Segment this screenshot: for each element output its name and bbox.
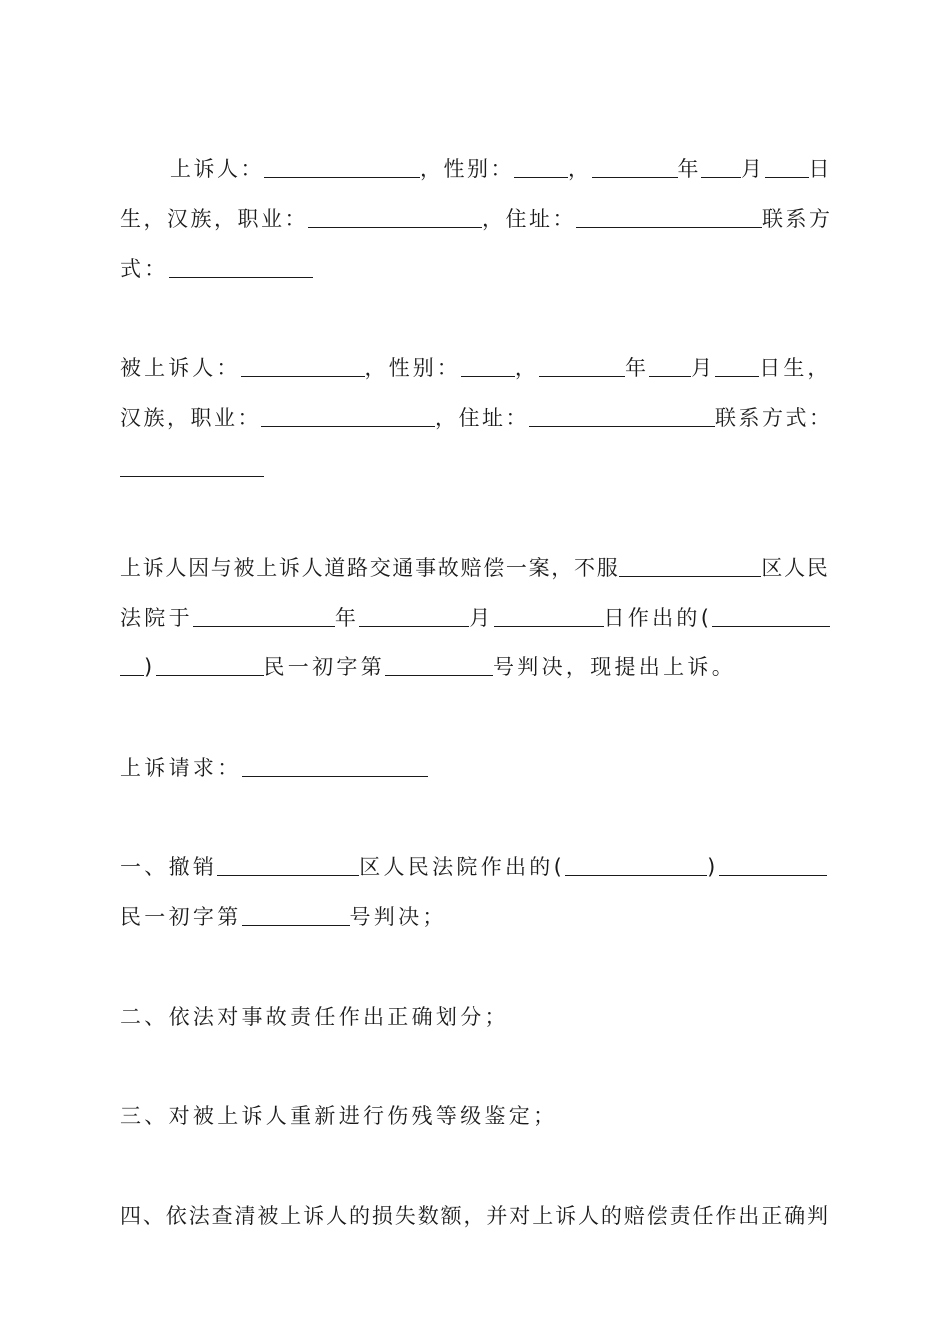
request-item1-year-blank[interactable]: [565, 853, 707, 876]
request-item1-line-1: [120, 850, 832, 884]
appellee-name-blank[interactable]: [241, 354, 365, 377]
appellant-born-text: 生，汉族，职业：: [120, 207, 308, 231]
case-day-label: 日作出的(: [603, 606, 713, 630]
appellant-day-blank[interactable]: [765, 155, 809, 178]
appellant-gender-blank[interactable]: [514, 155, 568, 178]
appellee-line-3: [120, 451, 832, 485]
appellee-year-label: 年: [625, 356, 650, 380]
appellee-label: 被上诉人：: [120, 356, 241, 380]
appellee-contact-blank[interactable]: [120, 454, 264, 477]
appellant-line-3: [120, 252, 832, 286]
request-item1-number-blank[interactable]: [242, 903, 350, 926]
case-court-label: 区人民: [761, 556, 830, 580]
appellee-occupation-blank[interactable]: [261, 404, 435, 427]
request-item1-case-type: 民一初字第: [120, 905, 242, 929]
case-number-year-blank-b[interactable]: [120, 653, 144, 676]
appellant-contact-blank[interactable]: [169, 255, 313, 278]
appellant-contact-end: 式：: [120, 257, 169, 281]
request-item4: [120, 1199, 832, 1233]
appellee-month-label: 月: [691, 356, 716, 380]
case-type-label: 民一初字第: [263, 655, 385, 679]
case-court-code-blank[interactable]: [156, 653, 264, 676]
case-court-blank[interactable]: [619, 554, 761, 577]
appellant-month-blank[interactable]: [701, 155, 741, 178]
appellee-address-label: ，住址：: [435, 406, 529, 430]
request-item3: [120, 1099, 832, 1133]
request-item1-close-paren: ): [707, 855, 719, 879]
request-item1-court-label: 区人民法院作出的(: [359, 855, 566, 879]
appellant-address-blank[interactable]: [576, 205, 762, 228]
request-item4-text: 四、依法查清被上诉人的损失数额，并对上诉人的赔偿责任作出正确判: [120, 1204, 830, 1228]
appellant-month-label: 月: [741, 157, 765, 181]
request-item1-end: 号判决；: [349, 905, 447, 929]
appellee-year-blank[interactable]: [539, 354, 625, 377]
appellee-line-1: [120, 351, 832, 385]
appellant-line-1: [170, 152, 832, 186]
appellee-contact-label: 联系方式：: [715, 406, 833, 430]
appellant-contact-label: 联系方: [762, 207, 833, 231]
appellee-month-blank[interactable]: [649, 354, 691, 377]
case-statement-text: 上诉人因与被上诉人道路交通事故赔偿一案，不服: [120, 556, 620, 580]
case-close-paren: ): [144, 655, 156, 679]
appellee-day-label: 日生，: [759, 356, 832, 380]
case-day-blank[interactable]: [494, 604, 604, 627]
request-item2-text: 二、依法对事故责任作出正确划分；: [120, 1005, 509, 1029]
appellant-address-label: ，住址：: [482, 207, 576, 231]
case-month-blank[interactable]: [359, 604, 469, 627]
request-item3-text: 三、对被上诉人重新进行伤残等级鉴定；: [120, 1104, 558, 1128]
appellant-comma: ，: [568, 157, 592, 181]
case-line-3: [120, 650, 832, 684]
case-number-blank[interactable]: [385, 653, 493, 676]
appellee-gender-blank[interactable]: [461, 354, 515, 377]
appellant-occupation-blank[interactable]: [308, 205, 482, 228]
case-court-start: 法院于: [120, 606, 193, 630]
case-month-label: 月: [469, 606, 494, 630]
requests-heading: 上诉请求：: [120, 756, 242, 780]
appellant-gender-label: ，性别：: [420, 157, 514, 181]
appellant-line-2: [120, 202, 832, 236]
request-item1-code-blank[interactable]: [719, 853, 827, 876]
case-number-year-blank-a[interactable]: [712, 604, 830, 627]
requests-heading-line: [120, 751, 832, 785]
case-year-label: 年: [334, 606, 360, 630]
appellant-year-label: 年: [677, 157, 701, 181]
appellant-label: 上诉人：: [170, 157, 264, 181]
case-judgment-text: 号判决，现提出上诉。: [493, 655, 736, 679]
appellee-comma: ，: [514, 356, 540, 380]
appellant-day-label: 日: [808, 157, 832, 181]
appellee-gender-label: ，性别：: [364, 356, 461, 380]
requests-blank[interactable]: [242, 754, 428, 777]
request-item1-prefix: 一、撤销: [120, 855, 218, 879]
appellee-address-blank[interactable]: [529, 404, 715, 427]
case-line-2: [120, 601, 832, 635]
appellant-name-blank[interactable]: [264, 155, 420, 178]
appellee-ethnicity-text: 汉族，职业：: [120, 406, 261, 430]
case-year-blank[interactable]: [193, 604, 335, 627]
appellee-day-blank[interactable]: [715, 354, 759, 377]
request-item1-court-blank[interactable]: [217, 853, 359, 876]
appellee-line-2: [120, 401, 832, 435]
request-item2: [120, 1000, 832, 1034]
appellant-year-blank[interactable]: [592, 155, 678, 178]
case-line-1: [120, 551, 832, 585]
request-item1-line-2: [120, 900, 832, 934]
